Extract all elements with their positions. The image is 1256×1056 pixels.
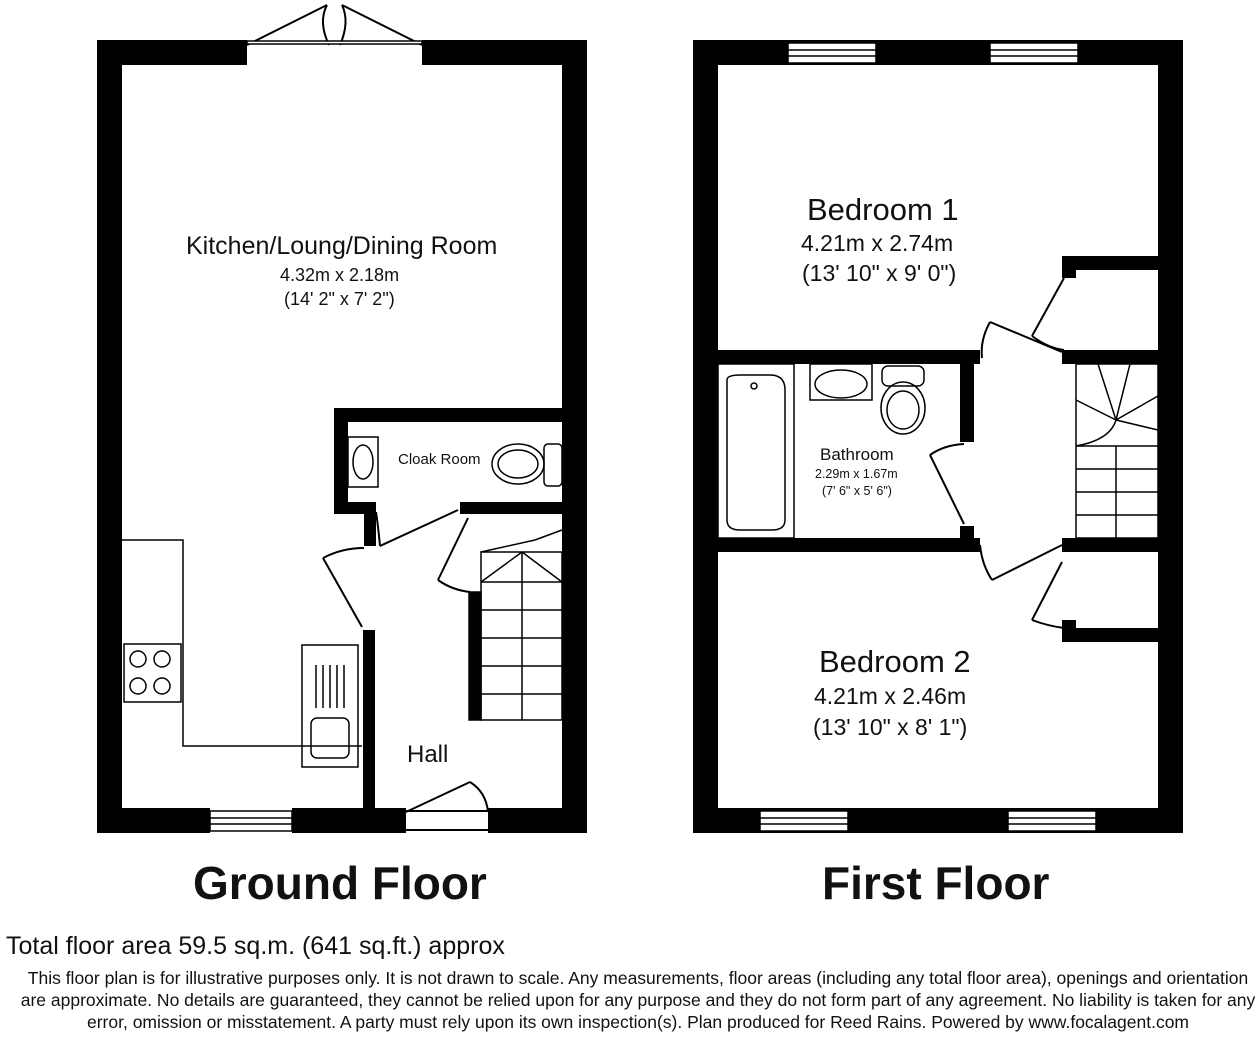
hall-name: Hall	[407, 741, 449, 768]
kitchen-worktop	[122, 540, 362, 746]
bedroom2-name: Bedroom 2	[819, 644, 971, 679]
kitchen-size-metric: 4.32m x 2.18m	[280, 265, 400, 285]
bedroom1-size-metric: 4.21m x 2.74m	[801, 230, 954, 256]
kitchen-door	[323, 548, 364, 627]
cupboard-door	[438, 518, 470, 592]
bedroom1-cupboard-door	[1032, 278, 1064, 350]
bedroom1-name: Bedroom 1	[807, 192, 959, 227]
bathroom-door	[930, 444, 964, 524]
kitchen-size-imperial: (14' 2" x 7' 2")	[284, 289, 395, 309]
disclaimer: This floor plan is for illustrative purposes only. It is not drawn to scale. Any measurements, floor areas (including any total floor area), openings and orientation are approximate. No details are guaranteed, they cannot be relied upon for any purpose and they do not form part of any agreement. No liability is taken for any error, omission or misstatement. A party must rely upon its own inspection(s). Plan produced for Reed Rains. Powered by www.focalagent.com	[20, 968, 1256, 1032]
bathroom-basin	[810, 364, 872, 400]
first-floor-windows	[760, 43, 1096, 831]
cloak-wc	[492, 444, 562, 486]
bath	[718, 364, 794, 538]
hob	[124, 644, 181, 702]
first-staircase	[1076, 364, 1158, 538]
cloak-basin	[348, 437, 378, 487]
bedroom2-size-metric: 4.21m x 2.46m	[814, 683, 967, 709]
bedroom1-size-imperial: (13' 10" x 9' 0")	[802, 260, 957, 286]
french-doors	[247, 5, 422, 45]
bedroom2-cupboard-door	[1032, 562, 1064, 628]
sink-unit	[302, 645, 358, 767]
ground-floor-title: Ground Floor	[193, 857, 487, 909]
bedroom2-size-imperial: (13' 10" x 8' 1")	[813, 714, 968, 740]
bedroom2-door	[980, 545, 1062, 580]
bathroom-size-imperial: (7' 6" x 5' 6")	[822, 484, 892, 498]
bathroom-name: Bathroom	[820, 445, 894, 464]
first-floor-title: First Floor	[822, 857, 1050, 909]
ground-floor-plan	[97, 5, 587, 833]
front-door	[406, 782, 488, 830]
bathroom-wc	[881, 366, 925, 434]
total-floor-area: Total floor area 59.5 sq.m. (641 sq.ft.) approx	[6, 932, 505, 960]
cloak-room-name: Cloak Room	[398, 451, 481, 468]
ground-floor-walls	[97, 40, 587, 833]
cloak-room-door	[376, 510, 458, 546]
bathroom-size-metric: 2.29m x 1.67m	[815, 467, 898, 481]
ground-staircase	[469, 530, 562, 720]
bedroom1-door	[982, 322, 1062, 358]
kitchen-window	[210, 811, 292, 831]
kitchen-name: Kitchen/Loung/Dining Room	[186, 232, 498, 260]
